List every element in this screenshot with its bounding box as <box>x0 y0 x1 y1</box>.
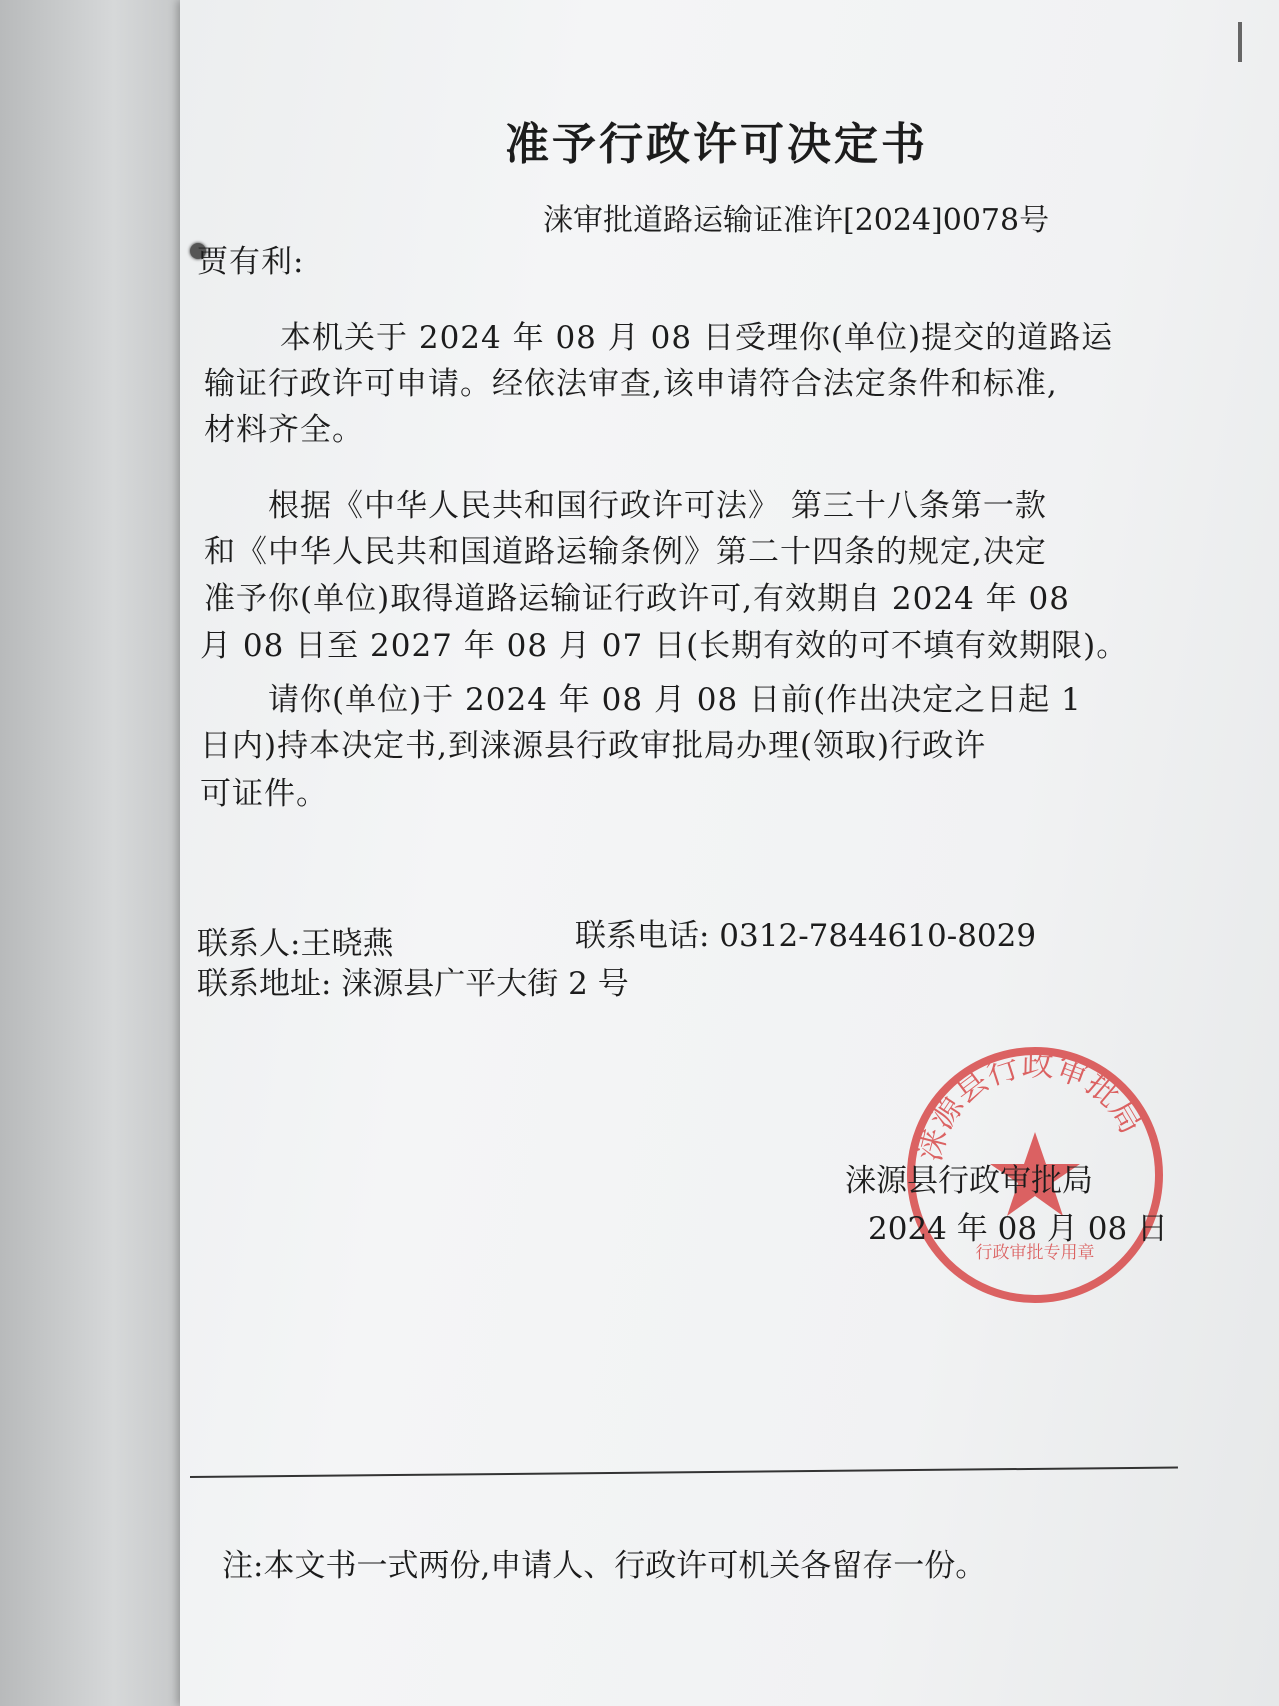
paragraph-2-line: 月 08 日至 2027 年 08 月 07 日(长期有效的可不填有效期限)。 <box>200 628 1129 664</box>
addressee: 贾有利: <box>197 244 305 280</box>
seal-text: 涞源县行政审批局 <box>909 1045 1151 1165</box>
contact-address: 联系地址: 涞源县广平大街 2 号 <box>197 966 629 1002</box>
document-sheet <box>180 0 1279 1706</box>
issue-date: 2024 年 08 月 08 日 <box>868 1211 1169 1247</box>
seal-subtext: 行政审批专用章 <box>975 1243 1095 1263</box>
paragraph-2-line: 和《中华人民共和国道路运输条例》第二十四条的规定,决定 <box>204 534 1047 570</box>
issuing-authority: 涞源县行政审批局 <box>845 1163 1093 1199</box>
paragraph-1-line: 材料齐全。 <box>204 412 364 448</box>
paragraph-3-line: 日内)持本决定书,到涞源县行政审批局办理(领取)行政许 <box>200 728 987 764</box>
edge-mark <box>1238 22 1242 62</box>
paragraph-2-line: 根据《中华人民共和国行政许可法》 第三十八条第一款 <box>268 488 1047 524</box>
previous-page-edge <box>0 0 190 1706</box>
paragraph-2-line: 准予你(单位)取得道路运输证行政许可,有效期自 2024 年 08 <box>204 581 1070 617</box>
footnote: 注:本文书一式两份,申请人、行政许可机关各留存一份。 <box>222 1548 987 1584</box>
paragraph-1-line: 本机关于 2024 年 08 月 08 日受理你(单位)提交的道路运 <box>280 320 1114 356</box>
document-title: 准予行政许可决定书 <box>505 119 928 170</box>
contact-phone: 联系电话: 0312-7844610-8029 <box>575 918 1037 954</box>
paragraph-3-line: 可证件。 <box>200 776 328 812</box>
paragraph-1-line: 输证行政许可申请。经依法审查,该申请符合法定条件和标准, <box>204 366 1058 402</box>
contact-name: 联系人:王晓燕 <box>197 926 394 962</box>
paragraph-3-line: 请你(单位)于 2024 年 08 月 08 日前(作出决定之日起 1 <box>268 682 1082 718</box>
document-number: 涞审批道路运输证准许[2024]0078号 <box>543 203 1050 238</box>
